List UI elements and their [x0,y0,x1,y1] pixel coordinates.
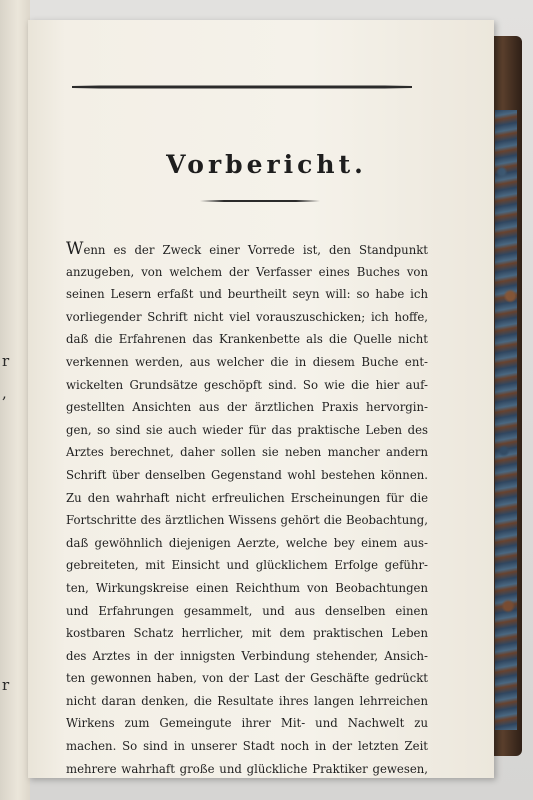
left-page-fragment: r [2,352,10,370]
text-line: Arztes berechnet, daher sollen sie neben mancher andern [66,445,428,460]
text-line: daß gewöhnlich diejenigen Aerzte, welche bey einem aus- [66,535,428,550]
text-line: machen. So sind in unserer Stadt noch in der letzten Zeit [66,739,428,754]
text-line: und Erfahrungen gesammelt, und aus denselben einen [66,603,428,618]
text-line: gestellten Ansichten aus der ärztlichen Praxis hervorgin- [66,400,428,415]
text-line: wickelten Grundsätze geschöpft sind. So wie die hier auf- [66,377,428,392]
header-rule [72,86,412,88]
text-line: gebreiteten, mit Einsicht und glücklichem Erfolge geführ- [66,558,428,573]
text-line: Zu den wahrhaft nicht erfreulichen Erscheinungen für die [66,490,428,505]
text-line: nicht daran denken, die Resultate ihres langen lehrreichen [66,693,428,708]
text-line: des Arztes in der innigsten Verbindung stehender, Ansich- [66,648,428,663]
text-line: ten gewonnen haben, von der Last der Geschäfte gedrückt [66,671,428,686]
text-line: Schrift über denselben Gegenstand wohl bestehen können. [66,467,428,482]
text-line: ten, Wirkungskreise einen Reichthum von Beobachtungen [66,580,428,595]
text-line: verkennen werden, aus welcher die in diesem Buche ent- [66,354,428,369]
text-line: gen, so sind sie auch wieder für das praktische Leben des [66,422,428,437]
text-line: Wenn es der Zweck einer Vorrede ist, den Standpunkt [66,239,428,259]
left-page-fragment: r [2,676,10,694]
text-line: anzugeben, von welchem der Verfasser eines Buches von [66,264,428,279]
text-line: Fortschritte des ärztlichen Wissens gehört die Beobachtung, [66,513,428,528]
page-title: Vorbericht. [166,150,367,179]
text-line: seinen Lesern erfaßt und beurtheilt seyn will: so habe ich [66,287,428,302]
text-line: daß die Erfahrenen das Krankenbette als die Quelle nicht [66,332,428,347]
title-rule [200,200,320,202]
left-page-fragment: , [2,384,7,402]
text-line: Wirkens zum Gemeingute ihrer Mit- und Nachwelt zu [66,716,428,731]
marbled-edge [495,110,517,730]
body-paragraph [66,238,428,780]
left-page-edge [0,0,30,800]
text-line: vorliegender Schrift nicht viel vorauszuschicken; ich hoffe, [66,309,428,324]
text-line: kostbaren Schatz herrlicher, mit dem praktischen Leben [66,626,428,641]
text-line: mehrere wahrhaft große und glückliche Praktiker gewesen, [66,761,428,776]
